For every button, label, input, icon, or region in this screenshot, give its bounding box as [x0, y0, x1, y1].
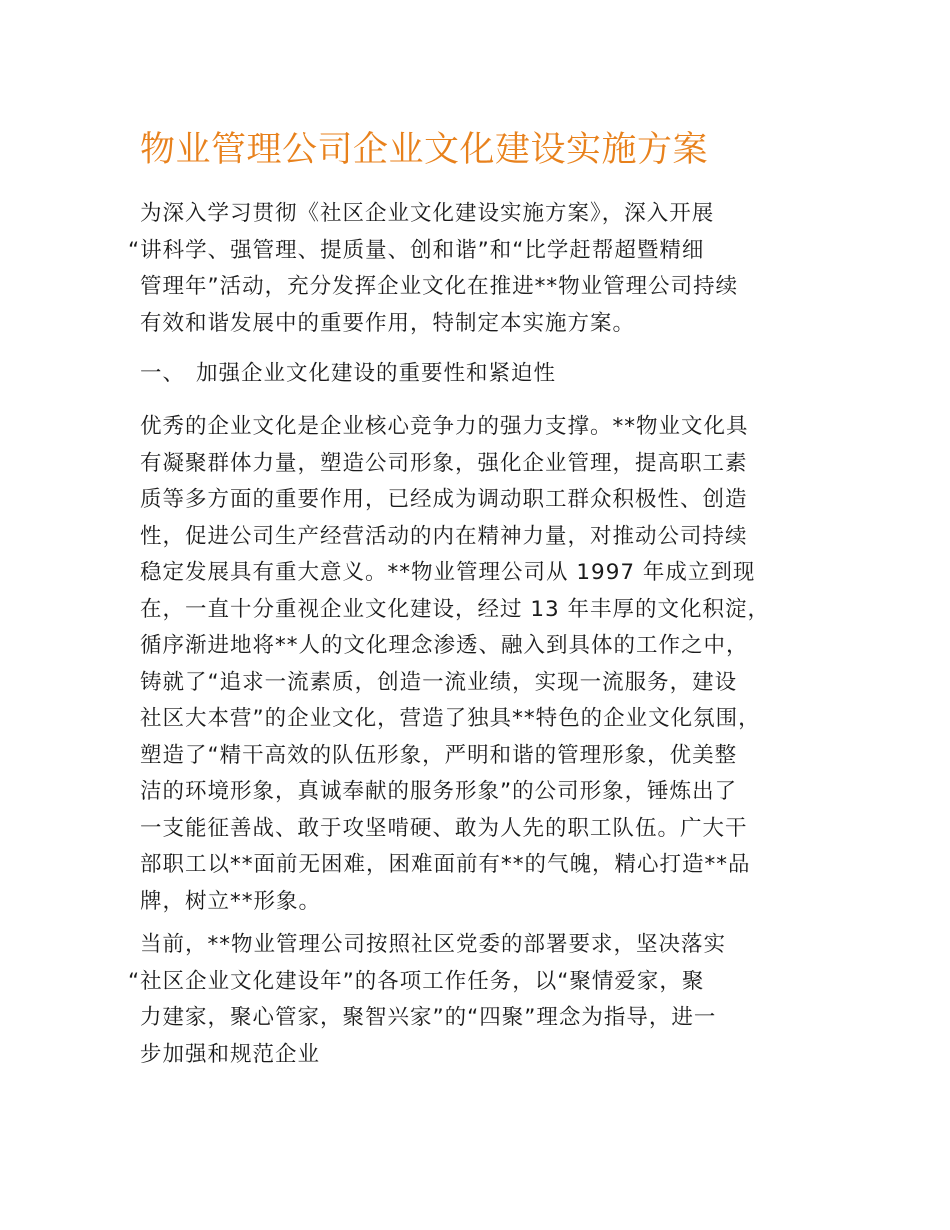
section-heading — [140, 356, 556, 392]
paragraph-line: 循序渐进地将**人的文化理念渗透、融入到具体的工作之中， — [140, 633, 749, 658]
body-paragraph-2 — [128, 927, 810, 1073]
paragraph-line: 步加强和规范企业 — [140, 1041, 321, 1067]
paragraph-line: 有凝聚群体力量，塑造公司形象，强化企业管理，提高职工素 — [140, 450, 748, 476]
document-title: 物业管理公司企业文化建设实施方案 — [140, 130, 709, 170]
section-number: 一、 — [140, 361, 186, 386]
section-heading-text: 加强企业文化建设的重要性和紧迫性 — [196, 361, 557, 386]
paragraph-line: 铸就了“追求一流素质，创造一流业绩，实现一流服务，建设 — [140, 669, 738, 695]
paragraph-line: 社区大本营”的企业文化，营造了独具**特色的企业文化氛围， — [140, 706, 761, 731]
paragraph-line: 优秀的企业文化是企业核心竞争力的强力支撑。**物业文化具 — [140, 414, 749, 439]
intro-line: “讲科学、强管理、提质量、创和谐”和“比学赶帮超暨精细 — [128, 237, 705, 263]
paragraph-line: 在，一直十分重视企业文化建设，经过 13 年丰厚的文化积淀， — [140, 596, 771, 622]
intro-paragraph — [128, 196, 810, 342]
intro-line: 管理年”活动，充分发挥企业文化在推进**物业管理公司持续 — [140, 274, 739, 299]
paragraph-line: 部职工以**面前无困难，困难面前有**的气魄，精心打造**品 — [140, 852, 751, 877]
paragraph-line: 稳定发展具有重大意义。**物业管理公司从 1997 年成立到现 — [140, 560, 756, 585]
paragraph-line: “社区企业文化建设年”的各项工作任务，以“聚情爱家，聚 — [128, 968, 705, 994]
intro-line: 为深入学习贯彻《社区企业文化建设实施方案》，深入开展 — [140, 201, 715, 226]
paragraph-line: 洁的环境形象，真诚奉献的服务形象”的公司形象，锤炼出了 — [140, 779, 738, 804]
body-paragraph-1 — [140, 409, 810, 920]
paragraph-line: 力建家，聚心管家，聚智兴家”的“四聚”理念为指导，进一 — [140, 1005, 717, 1030]
paragraph-line: 性，促进公司生产经营活动的内在精神力量，对推动公司持续 — [140, 523, 748, 549]
paragraph-line: 牌，树立**形象。 — [140, 888, 322, 914]
paragraph-line: 质等多方面的重要作用，已经成为调动职工群众积极性、创造 — [140, 487, 748, 512]
paragraph-line: 塑造了“精干高效的队伍形象，严明和谐的管理形象，优美整 — [140, 742, 738, 768]
paragraph-line: 一支能征善战、敢于攻坚啃硬、敢为人先的职工队伍。广大干 — [140, 815, 748, 841]
intro-line: 有效和谐发展中的重要作用，特制定本实施方案。 — [140, 310, 636, 336]
paragraph-line: 当前，**物业管理公司按照社区党委的部署要求，坚决落实 — [140, 932, 727, 957]
